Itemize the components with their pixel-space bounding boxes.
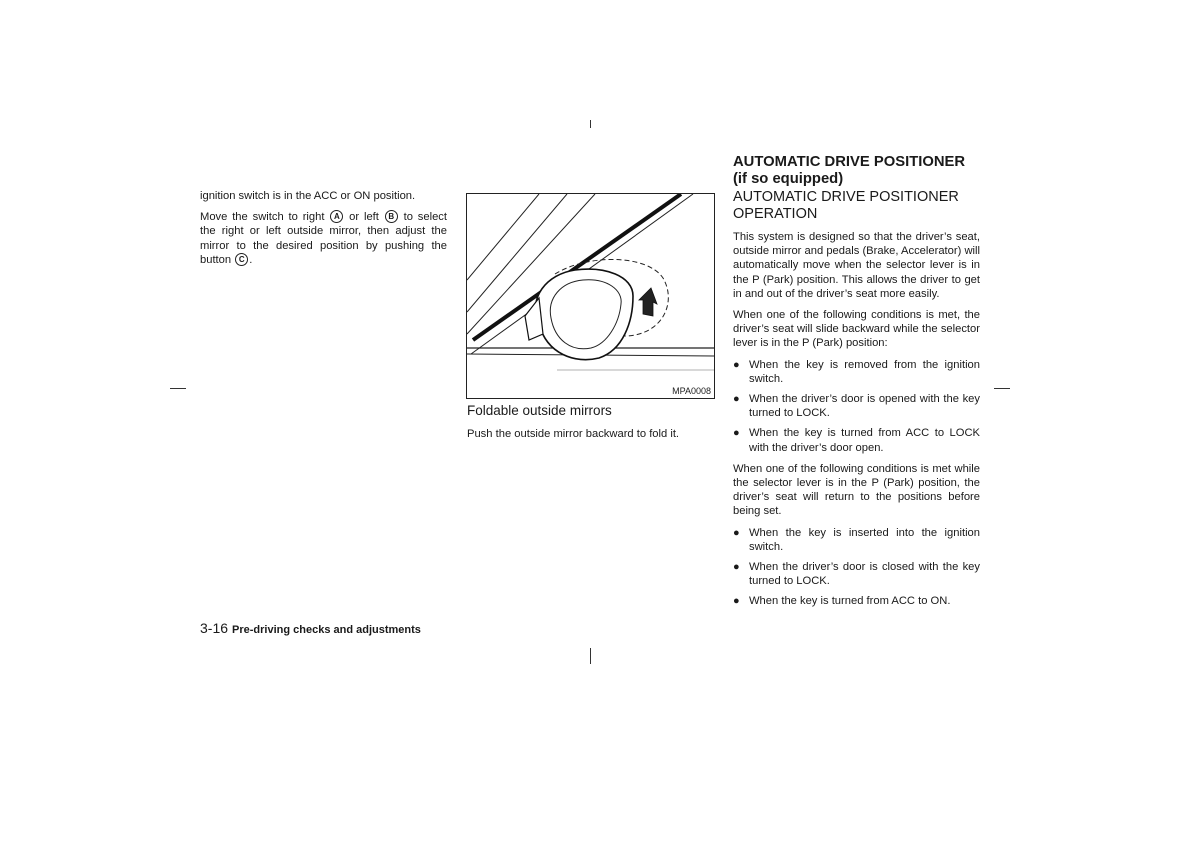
right-column xyxy=(733,154,980,616)
figure-title: Foldable outside mirrors xyxy=(467,403,612,418)
list-item: ● When the key is inserted into the ignition switch. xyxy=(733,526,980,553)
bullet-list-1 xyxy=(733,358,980,455)
crop-mark-right xyxy=(994,388,1010,389)
bullet-icon: ● xyxy=(733,561,740,574)
list-item: ● When the key is turned from ACC to ON. xyxy=(733,595,951,608)
crop-mark-top xyxy=(590,120,591,128)
list-item: ● When the driver’s door is closed with the key turned to LOCK. xyxy=(733,561,980,588)
bullet-list-2 xyxy=(733,526,980,609)
mirror-fold-drawing xyxy=(467,194,714,398)
section-name: Pre-driving checks and adjustments xyxy=(232,624,421,636)
figure-caption: Push the outside mirror backward to fold it. xyxy=(467,428,680,440)
list-item: ● When the driver’s door is opened with the key turned to LOCK. xyxy=(733,393,980,420)
list-item: ● When the key is removed from the ignition switch. xyxy=(733,358,980,385)
left-paragraph-2: Move the switch to right A or left B to select the right or left outside mirror, then adjust the mirror to the desired position by pushing the button C . xyxy=(200,211,447,266)
bullet-icon: ● xyxy=(733,427,740,440)
section-subheading: AUTOMATIC DRIVE POSITIONER OPERATION xyxy=(733,189,959,222)
figure-code: MPA0008 xyxy=(672,386,711,396)
circle-a-icon: A xyxy=(330,210,343,223)
bullet-icon: ● xyxy=(733,358,740,371)
right-paragraph-2: When one of the following conditions is met, the driver’s seat will slide backward while the selector lever is in the P (Park) position: xyxy=(733,309,980,350)
right-paragraph-3: When one of the following conditions is met while the selector lever is in the P (Park) position, the driver’s seat will return to the positions before being set. xyxy=(733,462,980,518)
list-item: ● When the key is turned from ACC to LOCK with the driver’s door open. xyxy=(733,427,980,454)
bullet-icon: ● xyxy=(733,595,740,608)
crop-mark-bottom xyxy=(590,648,591,664)
page-footer xyxy=(200,620,421,638)
right-paragraph-1: This system is designed so that the driver’s seat, outside mirror and pedals (Brake, Accelerator) will automatically move when the selector lever is in the P (Park) position. This allows the driver to get in and out of the driver’s seat more easily. xyxy=(733,231,980,300)
crop-mark-left xyxy=(170,388,186,389)
section-heading: AUTOMATIC DRIVE POSITIONER (if so equipped) xyxy=(733,154,966,187)
mirror-illustration xyxy=(466,193,715,399)
bullet-icon: ● xyxy=(733,526,740,539)
circle-c-icon: C xyxy=(235,253,248,266)
left-paragraph-1: ignition switch is in the ACC or ON position. xyxy=(200,190,416,202)
bullet-icon: ● xyxy=(733,393,740,406)
left-column xyxy=(200,189,447,274)
circle-b-icon: B xyxy=(385,210,398,223)
page-number: 3-16 xyxy=(200,620,229,636)
